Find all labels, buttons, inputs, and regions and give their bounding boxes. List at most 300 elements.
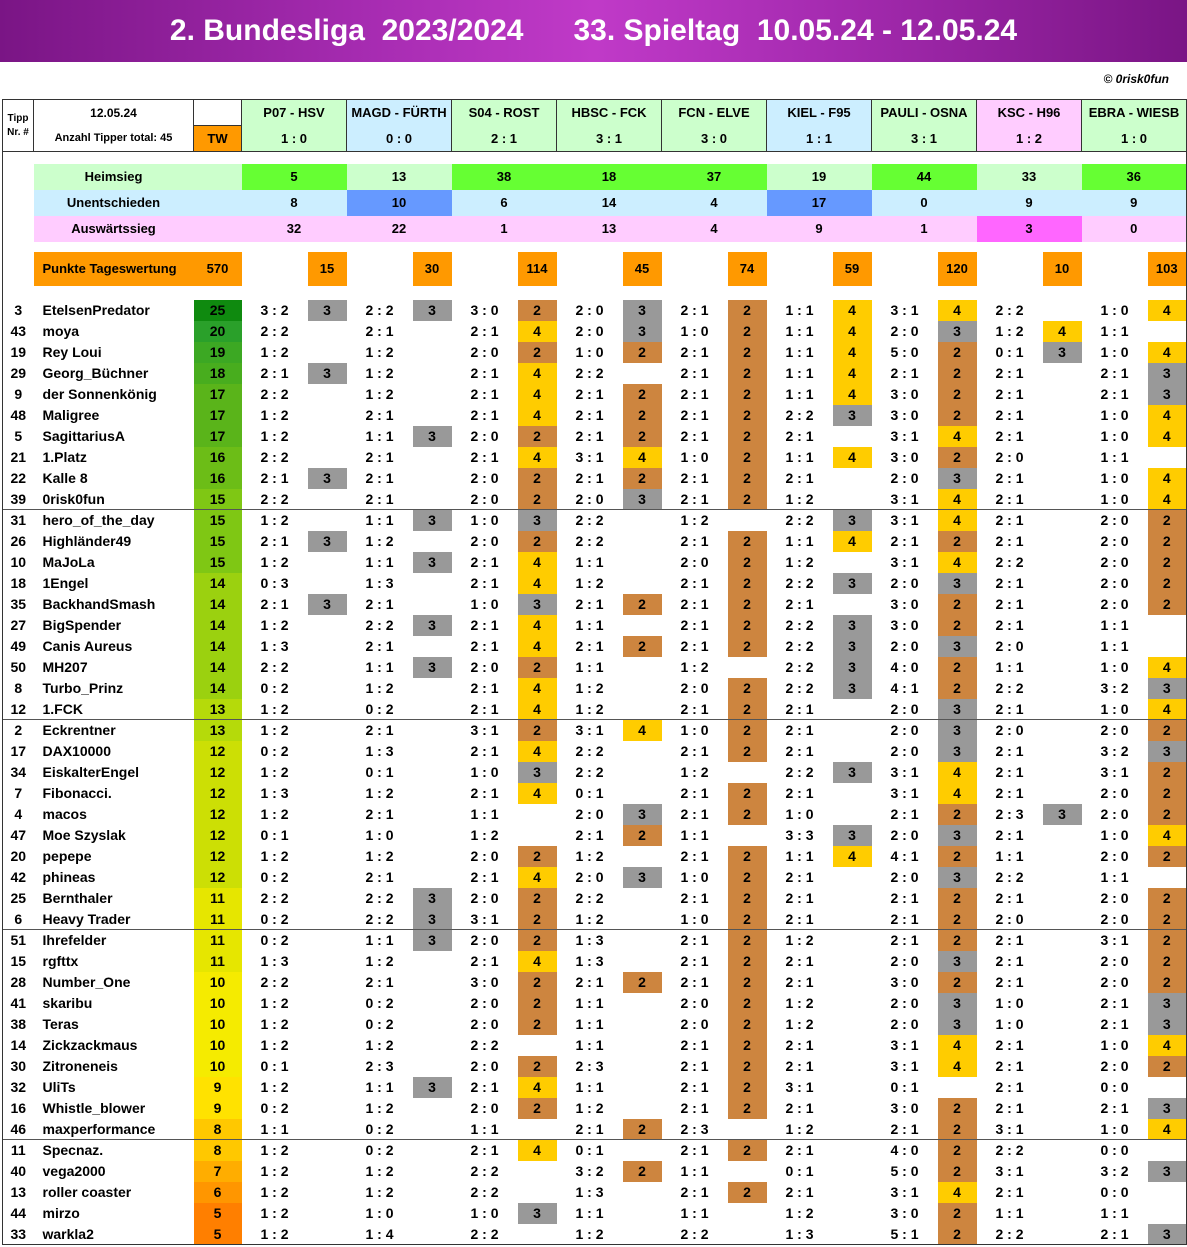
tip-score: 2 : 1 [680,1184,709,1200]
tip-score: 2 : 1 [995,953,1024,969]
tip-score: 1 : 0 [680,323,709,339]
tip-score: 2 : 1 [470,638,499,654]
tip-score: 2 : 2 [260,890,289,906]
player-name: 1.FCK [42,700,83,717]
heimsieg-label: Heimsieg [34,164,194,190]
tip-points: 2 [728,930,767,951]
player-row [3,426,1187,447]
tip-score: 2 : 1 [575,596,604,612]
tipp-nr: 44 [3,1203,34,1224]
tip-score: 2 : 1 [260,596,289,612]
tip-points: 3 [413,657,452,678]
player-row [3,468,1187,489]
spacer-row-3 [3,286,1187,300]
punkte-value: 120 [938,252,977,286]
tip-points: 2 [938,1203,977,1224]
tip-points: 2 [728,720,767,741]
tip-score: 2 : 1 [470,785,499,801]
tip-score: 1 : 1 [1100,1205,1129,1221]
tip-score: 1 : 0 [470,1205,499,1221]
player-name: moya [42,323,80,339]
tip-points [413,1098,452,1119]
player-row [3,888,1187,909]
tip-score: 2 : 1 [260,533,289,549]
tip-points: 2 [518,657,557,678]
tip-points [623,1182,662,1203]
tw-points: 13 [194,720,242,741]
tipp-nr: 34 [3,762,34,783]
tip-score: 2 : 0 [680,995,709,1011]
tip-score: 2 : 1 [365,407,394,423]
tip-points: 2 [623,825,662,846]
tip-score: 2 : 1 [995,1058,1024,1074]
tip-points [1043,993,1082,1014]
player-name: Moe Szyslak [42,827,126,843]
tip-points: 2 [518,426,557,447]
tip-points: 3 [938,1014,977,1035]
tip-score: 2 : 2 [995,680,1024,696]
tip-points [623,573,662,594]
tip-score: 2 : 2 [470,1037,499,1053]
tip-points [623,846,662,867]
tip-score: 1 : 2 [365,848,394,864]
tip-points: 2 [728,384,767,405]
tip-score: 1 : 1 [785,302,814,318]
tip-points: 4 [518,615,557,636]
punkte-value: 114 [518,252,557,286]
tip-points [413,951,452,972]
tip-score: 2 : 1 [977,510,1043,531]
tip-score: 2 : 0 [680,680,709,696]
punkte-spacer [1082,252,1148,286]
tipp-label: Tipp [7,112,29,124]
tip-points [1043,720,1082,741]
tip-points [1043,426,1082,447]
tip-points [1043,447,1082,468]
tw-points: 11 [194,888,242,909]
tip-points: 2 [623,1119,662,1140]
tip-points [413,741,452,762]
tip-score: 1 : 3 [260,785,289,801]
tip-points [308,1182,347,1203]
tip-score: 2 : 1 [680,1079,709,1095]
tip-points [308,636,347,657]
tip-score: 2 : 1 [785,1100,814,1116]
matchday-title: 33. Spieltag 10.05.24 - 12.05.24 [573,14,1018,47]
tip-points [1043,489,1082,510]
player-row [3,615,1187,636]
tip-score: 2 : 1 [365,323,394,339]
tip-score: 0 : 0 [1082,1140,1148,1161]
tip-points [1043,636,1082,657]
tip-points [623,615,662,636]
tip-points: 4 [1148,699,1187,720]
tip-score: 2 : 0 [1100,554,1129,570]
tip-score: 2 : 1 [575,470,604,486]
tip-score: 1 : 2 [785,1205,814,1221]
tipp-nr: 43 [3,321,34,342]
tip-score: 1 : 2 [575,700,604,717]
tw-points: 12 [194,804,242,825]
punkte-spacer [662,252,728,286]
tip-score: 3 : 0 [470,974,499,990]
tip-points: 2 [623,972,662,993]
tip-score: 2 : 0 [1100,575,1129,591]
player-name: DAX10000 [42,743,111,759]
heimsieg-count: 44 [872,164,977,190]
tip-score: 2 : 2 [995,869,1024,885]
tip-score: 2 : 1 [995,974,1024,990]
row-spacer [3,216,34,242]
tw-points: 14 [194,573,242,594]
tip-points: 3 [833,825,872,846]
tip-score: 2 : 2 [785,617,814,633]
tip-score: 2 : 1 [680,806,709,822]
tip-points: 3 [1148,384,1187,405]
tip-points [308,993,347,1014]
punkte-spacer [452,252,518,286]
tip-score: 2 : 2 [452,1224,518,1245]
tip-score: 2 : 2 [260,659,289,675]
tip-score: 2 : 1 [995,470,1024,486]
tip-score: 1 : 1 [785,365,814,381]
player-name: Heavy Trader [42,910,131,927]
player-name: hero_of_the_day [34,510,194,531]
tip-score: 2 : 2 [785,680,814,696]
tip-score: 2 : 0 [872,720,938,741]
punkte-label: Punkte Tageswertung [34,252,194,286]
tip-points: 2 [1148,594,1187,615]
tip-score: 3 : 1 [890,1184,919,1200]
tw-points: 10 [194,1035,242,1056]
tip-score: 2 : 2 [260,449,289,465]
tip-score: 2 : 0 [470,659,499,675]
tip-score: 2 : 0 [995,638,1024,654]
tip-points [1148,636,1187,657]
tip-score: 2 : 1 [890,890,919,906]
tip-score: 2 : 1 [785,470,814,486]
tip-points: 2 [728,846,767,867]
player-row [3,951,1187,972]
tip-score: 2 : 0 [890,869,919,885]
tip-points: 4 [623,447,662,468]
tip-score: 1 : 0 [1100,302,1129,318]
tip-score: 2 : 1 [995,1184,1024,1200]
tw-points: 14 [194,636,242,657]
tip-score: 3 : 1 [1100,764,1129,780]
tw-points: 8 [194,1140,242,1161]
punkte-value: 103 [1148,252,1187,286]
tip-points [1148,1077,1187,1098]
tip-score: 0 : 1 [557,1140,623,1161]
tip-score: 2 : 0 [1100,910,1129,927]
player-row [3,930,1187,951]
tip-points: 2 [518,342,557,363]
punkte-spacer [977,252,1043,286]
tip-score: 1 : 2 [260,1079,289,1095]
tip-points [833,1014,872,1035]
tip-score: 1 : 0 [470,596,499,612]
tip-points: 4 [518,783,557,804]
tip-points [833,1077,872,1098]
tip-score: 1 : 4 [347,1224,413,1245]
tip-points: 2 [623,1161,662,1182]
tip-points: 2 [938,1161,977,1182]
tip-points: 3 [623,489,662,510]
tip-score: 2 : 1 [575,638,604,654]
tip-score: 2 : 0 [470,428,499,444]
tip-points: 3 [518,762,557,783]
tip-points [413,1056,452,1077]
tip-score: 1 : 1 [785,848,814,864]
tip-points: 2 [728,888,767,909]
tip-points [413,699,452,720]
tip-points: 3 [413,909,452,930]
tip-score: 2 : 1 [365,490,394,507]
tipp-nr: 4 [3,804,34,825]
player-row [3,699,1187,720]
tip-score: 3 : 0 [470,302,499,318]
tip-points: 4 [938,300,977,321]
tip-score: 3 : 0 [890,617,919,633]
tip-score: 2 : 1 [785,785,814,801]
tip-points: 2 [518,888,557,909]
tip-score: 2 : 1 [575,827,604,843]
tip-points [1043,1035,1082,1056]
player-name: rgfttx [42,953,79,969]
player-name: Rey Loui [42,344,102,360]
tip-points [1043,783,1082,804]
tw-points: 14 [194,615,242,636]
tip-points [308,426,347,447]
tip-points [1043,615,1082,636]
tip-score: 1 : 2 [680,659,709,675]
tip-points [1043,363,1082,384]
tip-score: 5 : 0 [890,1163,919,1179]
player-row [3,1119,1187,1140]
tw-points: 12 [194,741,242,762]
tw-points: 12 [194,825,242,846]
player-name: Zitroneneis [42,1058,118,1074]
punkte-value: 10 [1043,252,1082,286]
tip-points [1043,594,1082,615]
tip-points [728,657,767,678]
tip-score: 1 : 3 [557,930,623,951]
tip-score: 1 : 0 [1100,827,1129,843]
match-result: 0 : 0 [347,126,452,152]
player-row [3,993,1187,1014]
tip-score: 2 : 0 [890,323,919,339]
tip-score: 3 : 0 [890,1100,919,1116]
tip-points: 4 [938,552,977,573]
player-row [3,573,1187,594]
tip-points: 2 [1148,972,1187,993]
tip-points: 4 [1148,1035,1187,1056]
tip-points [833,468,872,489]
tip-score: 2 : 1 [260,365,289,381]
tip-points [1043,741,1082,762]
tip-points [1043,846,1082,867]
tip-points [623,699,662,720]
tip-points: 2 [728,867,767,888]
tip-score: 3 : 1 [890,785,919,801]
tip-score: 0 : 3 [260,575,289,591]
tip-score: 2 : 1 [470,323,499,339]
tip-score: 1 : 1 [680,1205,709,1221]
tip-score: 1 : 0 [452,510,518,531]
player-row [3,846,1187,867]
tip-score: 1 : 2 [260,1016,289,1032]
match-teams: MAGD - FÜRTH [347,100,452,126]
heimsieg-count: 36 [1082,164,1187,190]
tip-points [1043,1224,1082,1245]
tip-points [1148,867,1187,888]
tw-points: 11 [194,951,242,972]
tipp-nr: 50 [3,657,34,678]
tip-points [1043,1140,1082,1161]
auswaertssieg-count: 22 [347,216,452,242]
tip-points [833,426,872,447]
tip-points [1148,1140,1187,1161]
tip-points [308,699,347,720]
tip-points [308,804,347,825]
tip-score: 0 : 2 [365,1120,394,1137]
tip-score: 1 : 2 [365,386,394,402]
tipp-nr: 28 [3,972,34,993]
tip-points: 2 [623,342,662,363]
tip-score: 1 : 1 [470,806,499,822]
tw-points: 14 [194,657,242,678]
tip-points [1043,762,1082,783]
tip-points: 4 [518,552,557,573]
match-teams: S04 - ROST [452,100,557,126]
tip-score: 3 : 1 [890,1058,919,1074]
tip-points: 2 [518,489,557,510]
heimsieg-count: 38 [452,164,557,190]
tip-score: 2 : 1 [680,700,709,717]
tip-score: 3 : 1 [890,428,919,444]
tip-score: 2 : 1 [785,1058,814,1074]
tip-score: 1 : 2 [575,910,604,927]
tip-score: 1 : 2 [365,1037,394,1053]
tip-points [623,1203,662,1224]
tip-score: 2 : 1 [680,490,709,507]
tip-points: 4 [833,363,872,384]
tip-score: 2 : 2 [977,1140,1043,1161]
punkte-row [3,252,1187,286]
tip-score: 1 : 1 [575,659,604,675]
tw-points: 17 [194,405,242,426]
tip-points [308,762,347,783]
tip-score: 2 : 1 [995,1037,1024,1053]
tip-points [308,1119,347,1140]
tip-score: 1 : 1 [365,1079,394,1095]
tip-score: 1 : 0 [1100,1037,1129,1053]
player-name: Georg_Büchner [42,365,149,381]
tip-score: 2 : 1 [662,1140,728,1161]
tip-score: 0 : 0 [1100,1079,1129,1095]
player-row [3,825,1187,846]
tip-score: 2 : 0 [1082,720,1148,741]
tip-score: 2 : 1 [977,930,1043,951]
tip-score: 2 : 1 [785,743,814,759]
tip-score: 2 : 1 [680,974,709,990]
tip-score: 2 : 1 [785,974,814,990]
tip-points [308,1140,347,1161]
tip-points [728,1119,767,1140]
tip-points: 2 [938,384,977,405]
tip-score: 2 : 2 [995,302,1024,318]
tip-score: 2 : 0 [470,1058,499,1074]
match-result: 3 : 1 [557,126,662,152]
tip-points: 2 [728,1035,767,1056]
row-spacer [3,164,34,190]
tip-points [623,993,662,1014]
tip-points [413,993,452,1014]
tip-points [308,825,347,846]
tip-points: 3 [1043,342,1082,363]
tip-score: 3 : 1 [1082,930,1148,951]
tip-score: 3 : 1 [557,720,623,741]
tip-points: 2 [1148,1056,1187,1077]
tip-score: 2 : 2 [557,510,623,531]
tip-score: 2 : 2 [575,365,604,381]
tip-score: 0 : 1 [785,1163,814,1179]
tip-points [1043,531,1082,552]
tip-points: 3 [623,804,662,825]
tip-score: 1 : 1 [575,617,604,633]
tip-points: 4 [1148,468,1187,489]
tip-points: 2 [518,1056,557,1077]
tip-score: 2 : 1 [365,470,394,486]
tip-points [308,930,347,951]
auswaertssieg-label: Auswärtssieg [34,216,194,242]
tip-points [623,1035,662,1056]
tip-score: 2 : 3 [365,1058,394,1074]
tip-score: 2 : 0 [890,743,919,759]
tip-score: 2 : 1 [995,785,1024,801]
tip-score: 1 : 2 [575,1100,604,1116]
player-name: Highländer49 [42,533,132,549]
tip-points: 2 [938,1224,977,1245]
tip-score: 1 : 1 [470,1120,499,1137]
tip-score: 2 : 1 [890,365,919,381]
tip-points: 2 [938,972,977,993]
tip-score: 2 : 1 [452,1140,518,1161]
tip-score: 2 : 1 [365,869,394,885]
tip-score: 2 : 1 [365,596,394,612]
tip-points: 3 [308,363,347,384]
tip-score: 1 : 0 [1100,470,1129,486]
tw-points: 12 [194,867,242,888]
tip-score: 1 : 3 [365,743,394,759]
tip-score: 2 : 1 [680,1100,709,1116]
player-row [3,1224,1187,1245]
tip-points: 3 [413,300,452,321]
tip-points: 2 [938,804,977,825]
tip-score: 1 : 2 [242,510,308,531]
unentschieden-label: Unentschieden [34,190,194,216]
tip-score: 2 : 1 [575,428,604,444]
tip-score: 2 : 1 [785,890,814,906]
tipp-nr: 9 [3,384,34,405]
tw-points: 17 [194,426,242,447]
player-name: warkla2 [34,1224,194,1245]
tip-points: 3 [833,405,872,426]
tip-score: 1 : 0 [662,720,728,741]
tip-score: 2 : 2 [575,743,604,759]
tip-score: 2 : 0 [470,533,499,549]
